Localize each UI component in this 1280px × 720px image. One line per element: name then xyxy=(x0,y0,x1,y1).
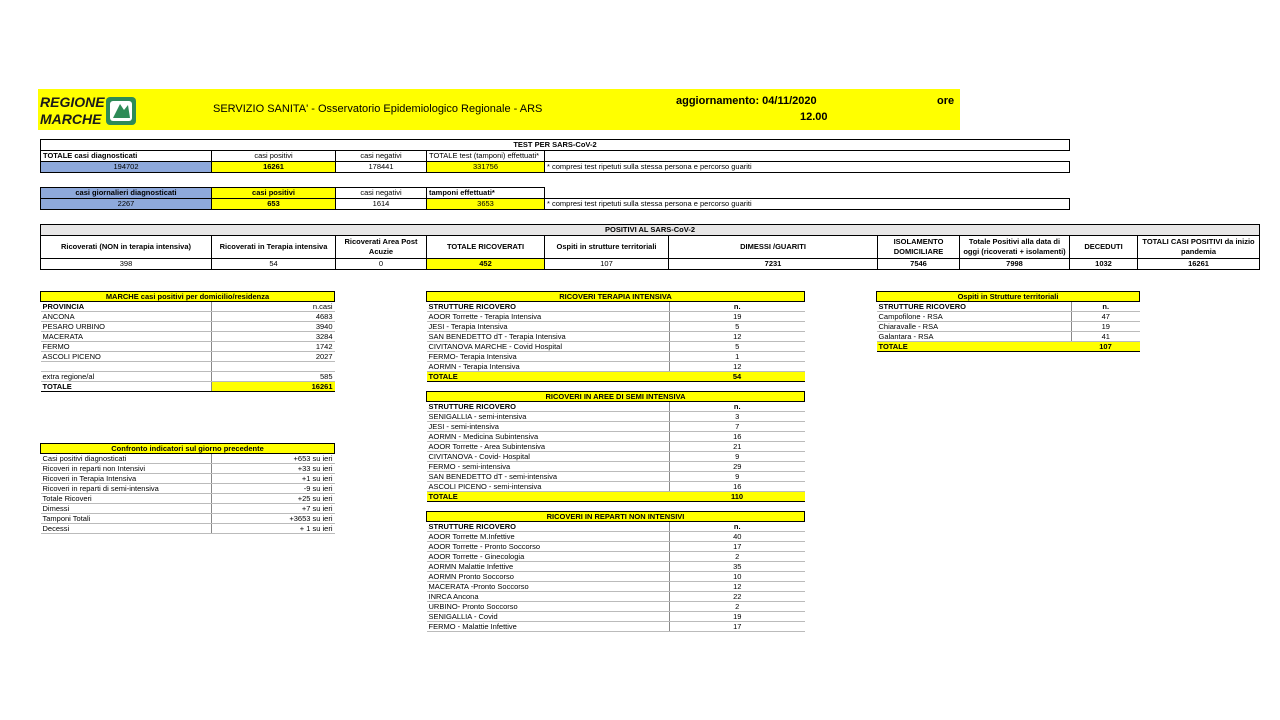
ospiti-value: 19 xyxy=(1072,322,1140,332)
ti-value: 12 xyxy=(670,362,805,372)
semi-name: SAN BENEDETTO dT - semi-intensiva xyxy=(427,472,670,482)
confronto-value: +33 su ieri xyxy=(212,464,335,474)
positivi-value: 1032 xyxy=(1070,259,1138,270)
nonint-clip xyxy=(426,511,805,631)
provincia-name: PESARO URBINO xyxy=(41,322,212,332)
ti-col-header: STRUTTURE RICOVERO xyxy=(427,302,670,312)
ospiti-total-label: TOTALE xyxy=(877,342,1072,352)
confronto-label: Ricoveri in Terapia Intensiva xyxy=(41,474,212,484)
ospiti-table xyxy=(876,291,1140,352)
provincia-value: 1742 xyxy=(212,342,335,352)
confronto-label: Dimessi xyxy=(41,504,212,514)
confronto-value: + 1 su ieri xyxy=(212,524,335,534)
provincia-col-header: n.casi xyxy=(212,302,335,312)
semi-value: 9 xyxy=(670,472,805,482)
semi-name: JESI - semi-intensiva xyxy=(427,422,670,432)
provincia-name: FERMO xyxy=(41,342,212,352)
test-value-tamponi: 331756 xyxy=(427,162,545,173)
nonint-name: FERMO - Malattie Infettive xyxy=(427,622,670,632)
semi-total-value: 110 xyxy=(670,492,805,502)
test-table xyxy=(40,139,1070,173)
provincia-name: extra regione/al xyxy=(41,372,212,382)
nonint-name: AORMN Pronto Soccorso xyxy=(427,572,670,582)
ospiti-name: Chiaravalle - RSA xyxy=(877,322,1072,332)
update-date: aggiornamento: 04/11/2020 xyxy=(676,95,817,107)
daily-header-positivi: casi positivi xyxy=(212,188,336,199)
semi-col-header: n. xyxy=(670,402,805,412)
provincia-name: ANCONA xyxy=(41,312,212,322)
ore-value: 12.00 xyxy=(800,111,828,123)
confronto-table xyxy=(40,443,335,534)
test-header-tamponi: TOTALE test (tamponi) effettuati* xyxy=(427,151,545,162)
semi-value: 16 xyxy=(670,432,805,442)
ospiti-title: Ospiti in Strutture territoriali xyxy=(877,292,1140,302)
positivi-header: TOTALE RICOVERATI xyxy=(427,236,545,259)
ospiti-col-header: n. xyxy=(1072,302,1140,312)
ti-total-label: TOTALE xyxy=(427,372,670,382)
daily-value-positivi: 653 xyxy=(212,199,336,210)
nonint-table xyxy=(426,511,805,632)
nonint-value: 22 xyxy=(670,592,805,602)
ospiti-value: 47 xyxy=(1072,312,1140,322)
semi-name: AORMN - Medicina Subintensiva xyxy=(427,432,670,442)
confronto-value: +1 su ieri xyxy=(212,474,335,484)
provincia-value: 3284 xyxy=(212,332,335,342)
positivi-header: Ricoverati (NON in terapia intensiva) xyxy=(41,236,212,259)
daily-value-negativi: 1614 xyxy=(336,199,427,210)
ospiti-value: 41 xyxy=(1072,332,1140,342)
provincia-col-header: PROVINCIA xyxy=(41,302,212,312)
positivi-header: Ospiti in strutture territoriali xyxy=(545,236,669,259)
positivi-value: 107 xyxy=(545,259,669,270)
ti-table xyxy=(426,291,805,382)
provincia-name: MACERATA xyxy=(41,332,212,342)
ti-name: FERMO- Terapia Intensiva xyxy=(427,352,670,362)
daily-value-tamponi: 3653 xyxy=(427,199,545,210)
confronto-value: +653 su ieri xyxy=(212,454,335,464)
positivi-header: TOTALI CASI POSITIVI da inizio pandemia xyxy=(1138,236,1260,259)
nonint-name: AOOR Torrette - Ginecologia xyxy=(427,552,670,562)
ti-name: CIVITANOVA MARCHE - Covid Hospital xyxy=(427,342,670,352)
daily-note: * compresi test ripetuti sulla stessa persona e percorso guariti xyxy=(545,199,1070,210)
nonint-value: 17 xyxy=(670,622,805,632)
svg-text:MARCHE: MARCHE xyxy=(40,111,102,127)
daily-value-casi: 2267 xyxy=(41,199,212,210)
confronto-label: Tamponi Totali xyxy=(41,514,212,524)
positivi-table xyxy=(40,224,1260,270)
provincia-title: MARCHE casi positivi per domicilio/residenza xyxy=(41,292,335,302)
positivi-header: ISOLAMENTO DOMICILIARE xyxy=(878,236,960,259)
positivi-value: 54 xyxy=(212,259,336,270)
test-header-totale: TOTALE casi diagnosticati xyxy=(41,151,212,162)
provincia-value: 585 xyxy=(212,372,335,382)
confronto-label: Ricoveri in reparti di semi-intensiva xyxy=(41,484,212,494)
nonint-value: 17 xyxy=(670,542,805,552)
positivi-value: 7998 xyxy=(960,259,1070,270)
provincia-value: 4683 xyxy=(212,312,335,322)
provincia-name xyxy=(41,362,212,372)
ti-name: SAN BENEDETTO dT - Terapia Intensiva xyxy=(427,332,670,342)
semi-col-header: STRUTTURE RICOVERO xyxy=(427,402,670,412)
semi-value: 9 xyxy=(670,452,805,462)
nonint-value: 40 xyxy=(670,532,805,542)
test-value-totale: 194702 xyxy=(41,162,212,173)
nonint-name: AOOR Torrette M.Infettive xyxy=(427,532,670,542)
daily-header-casi: casi giornalieri diagnosticati xyxy=(41,188,212,199)
daily-header-tamponi: tamponi effettuati* xyxy=(427,188,545,199)
nonint-value: 12 xyxy=(670,582,805,592)
daily-header-negativi: casi negativi xyxy=(336,188,427,199)
semi-table xyxy=(426,391,805,502)
ore-label: ore xyxy=(937,95,955,107)
nonint-name: AORMN Malattie Infettive xyxy=(427,562,670,572)
nonint-name: SENIGALLIA - Covid xyxy=(427,612,670,622)
nonint-name: MACERATA -Pronto Soccorso xyxy=(427,582,670,592)
daily-table xyxy=(40,187,1070,210)
semi-name: ASCOLI PICENO - semi-intensiva xyxy=(427,482,670,492)
ti-value: 12 xyxy=(670,332,805,342)
test-header-positivi: casi positivi xyxy=(212,151,336,162)
nonint-name: URBINO- Pronto Soccorso xyxy=(427,602,670,612)
ti-col-header: n. xyxy=(670,302,805,312)
provincia-total-value: 16261 xyxy=(212,382,335,392)
nonint-col-header: n. xyxy=(670,522,805,532)
provincia-value xyxy=(212,362,335,372)
nonint-value: 10 xyxy=(670,572,805,582)
ospiti-name: Galantara - RSA xyxy=(877,332,1072,342)
ti-name: AORMN - Terapia Intensiva xyxy=(427,362,670,372)
confronto-label: Decessi xyxy=(41,524,212,534)
positivi-title: POSITIVI AL SARS-CoV-2 xyxy=(41,225,1260,236)
ti-value: 5 xyxy=(670,342,805,352)
positivi-header: Ricoverati Area Post Acuzie xyxy=(336,236,427,259)
nonint-value: 19 xyxy=(670,612,805,622)
test-title: TEST PER SARS-CoV-2 xyxy=(41,140,1070,151)
semi-name: SENIGALLIA - semi-intensiva xyxy=(427,412,670,422)
positivi-header: Totale Positivi alla data di oggi (ricoverati + isolamenti) xyxy=(960,236,1070,259)
semi-name: FERMO - semi-intensiva xyxy=(427,462,670,472)
provincia-value: 2027 xyxy=(212,352,335,362)
semi-total-label: TOTALE xyxy=(427,492,670,502)
nonint-col-header: STRUTTURE RICOVERO xyxy=(427,522,670,532)
nonint-name: AOOR Torrette - Pronto Soccorso xyxy=(427,542,670,552)
confronto-label: Totale Ricoveri xyxy=(41,494,212,504)
confronto-label: Ricoveri in reparti non Intensivi xyxy=(41,464,212,474)
confronto-value: +3653 su ieri xyxy=(212,514,335,524)
positivi-value: 452 xyxy=(427,259,545,270)
confronto-label: Casi positivi diagnosticati xyxy=(41,454,212,464)
ospiti-name: Campofilone - RSA xyxy=(877,312,1072,322)
positivi-value: 16261 xyxy=(1138,259,1260,270)
positivi-value: 7231 xyxy=(669,259,878,270)
semi-name: AOOR Torrette - Area Subintensiva xyxy=(427,442,670,452)
positivi-value: 398 xyxy=(41,259,212,270)
ti-total-value: 54 xyxy=(670,372,805,382)
ti-value: 1 xyxy=(670,352,805,362)
test-value-positivi: 16261 xyxy=(212,162,336,173)
ti-value: 5 xyxy=(670,322,805,332)
provincia-total-label: TOTALE xyxy=(41,382,212,392)
nonint-title: RICOVERI IN REPARTI NON INTENSIVI xyxy=(427,512,805,522)
ti-value: 19 xyxy=(670,312,805,322)
ti-title: RICOVERI TERAPIA INTENSIVA xyxy=(427,292,805,302)
nonint-name: INRCA Ancona xyxy=(427,592,670,602)
confronto-value: +7 su ieri xyxy=(212,504,335,514)
regione-marche-logo xyxy=(40,94,140,128)
semi-value: 7 xyxy=(670,422,805,432)
semi-value: 21 xyxy=(670,442,805,452)
confronto-value: +25 su ieri xyxy=(212,494,335,504)
test-header-negativi: casi negativi xyxy=(336,151,427,162)
positivi-header: Ricoverati in Terapia intensiva xyxy=(212,236,336,259)
semi-value: 3 xyxy=(670,412,805,422)
svg-text:REGIONE: REGIONE xyxy=(40,94,105,110)
positivi-header: DIMESSI /GUARITI xyxy=(669,236,878,259)
confronto-title: Confronto indicatori sul giorno precedente xyxy=(41,444,335,454)
semi-value: 16 xyxy=(670,482,805,492)
positivi-value: 7546 xyxy=(878,259,960,270)
semi-value: 29 xyxy=(670,462,805,472)
ti-name: JESI - Terapia Intensiva xyxy=(427,322,670,332)
nonint-value: 35 xyxy=(670,562,805,572)
positivi-header: DECEDUTI xyxy=(1070,236,1138,259)
positivi-value: 0 xyxy=(336,259,427,270)
semi-title: RICOVERI IN AREE DI SEMI INTENSIVA xyxy=(427,392,805,402)
confronto-value: -9 su ieri xyxy=(212,484,335,494)
semi-name: CIVITANOVA - Covid- Hospital xyxy=(427,452,670,462)
ti-name: AOOR Torrette - Terapia Intensiva xyxy=(427,312,670,322)
test-note: * compresi test ripetuti sulla stessa persona e percorso guariti xyxy=(545,162,1070,173)
ospiti-total-value: 107 xyxy=(1072,342,1140,352)
provincia-value: 3940 xyxy=(212,322,335,332)
nonint-value: 2 xyxy=(670,602,805,612)
provincia-table xyxy=(40,291,335,392)
provincia-name: ASCOLI PICENO xyxy=(41,352,212,362)
nonint-value: 2 xyxy=(670,552,805,562)
page-title: SERVIZIO SANITA' - Osservatorio Epidemiologico Regionale - ARS xyxy=(213,103,543,115)
test-value-negativi: 178441 xyxy=(336,162,427,173)
ospiti-col-header: STRUTTURE RICOVERO xyxy=(877,302,1072,312)
